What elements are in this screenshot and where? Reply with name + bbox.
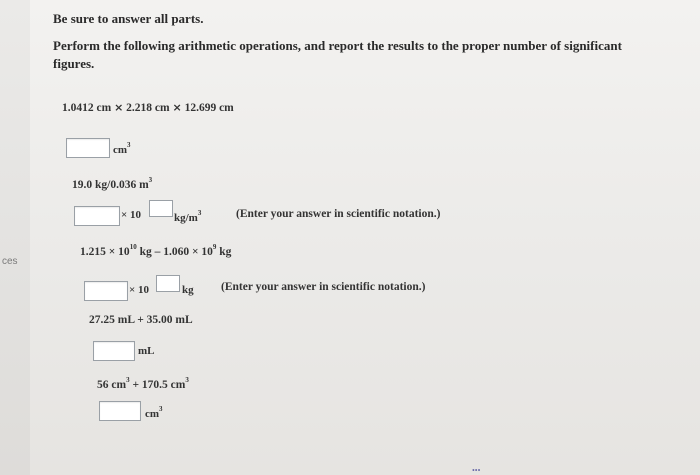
question-2-answer-input[interactable] bbox=[75, 207, 119, 225]
question-3-unit: kg bbox=[182, 284, 194, 296]
question-1-answer-box[interactable] bbox=[66, 138, 110, 158]
question-4-unit: mL bbox=[138, 345, 155, 357]
question-1-expression: 1.0412 cm × 2.218 cm × 12.699 cm bbox=[62, 101, 234, 114]
question-3-exponent-input[interactable] bbox=[157, 277, 179, 292]
question-5-unit: $cm^3$ bbox=[145, 405, 163, 420]
question-5-answer-input[interactable] bbox=[100, 402, 140, 420]
question-2-exponent-box[interactable] bbox=[149, 200, 173, 217]
question-2-expression: 19.0 kg/0.036 $m^3$ bbox=[72, 176, 153, 191]
question-3-note: (Enter your answer in scientific notation.) bbox=[221, 281, 426, 293]
prompt-line-1: Perform the following arithmetic operations, and report the results to the proper number of significant bbox=[53, 38, 622, 53]
question-5-expression: 56 $cm^3 + 170.5$ $cm^3$ bbox=[97, 376, 189, 391]
question-4-answer-input[interactable] bbox=[94, 342, 134, 360]
question-5-answer-box[interactable] bbox=[99, 401, 141, 421]
question-3-times-ten: × 10 bbox=[129, 284, 150, 296]
left-panel-edge bbox=[0, 0, 30, 475]
question-2-note: (Enter your answer in scientific notation.) bbox=[236, 208, 441, 220]
question-1-unit: $cm^3$ bbox=[113, 141, 131, 156]
question-3-answer-input[interactable] bbox=[85, 282, 127, 300]
question-4-answer-box[interactable] bbox=[93, 341, 135, 361]
question-2-answer-box[interactable] bbox=[74, 206, 120, 226]
question-3-expression: $1.215 \times 10^{10}$ kg – $1.060 \times 10^9$ kg bbox=[80, 243, 232, 258]
bottom-dots: ••• bbox=[472, 466, 481, 475]
instruction-heading: Be sure to answer all parts. bbox=[53, 11, 204, 26]
question-2-times-ten: × 10 bbox=[121, 209, 142, 221]
question-3-exponent-box[interactable] bbox=[156, 275, 180, 292]
question-2-unit: $kg/m^3$ bbox=[174, 209, 202, 224]
side-nav-cut-text: ces bbox=[2, 256, 18, 267]
question-3-answer-box[interactable] bbox=[84, 281, 128, 301]
question-2-exponent-input[interactable] bbox=[150, 202, 172, 217]
question-4-expression: 27.25 mL + 35.00 mL bbox=[89, 314, 193, 326]
prompt-line-2: figures. bbox=[53, 56, 95, 71]
question-1-answer-input[interactable] bbox=[67, 139, 109, 157]
